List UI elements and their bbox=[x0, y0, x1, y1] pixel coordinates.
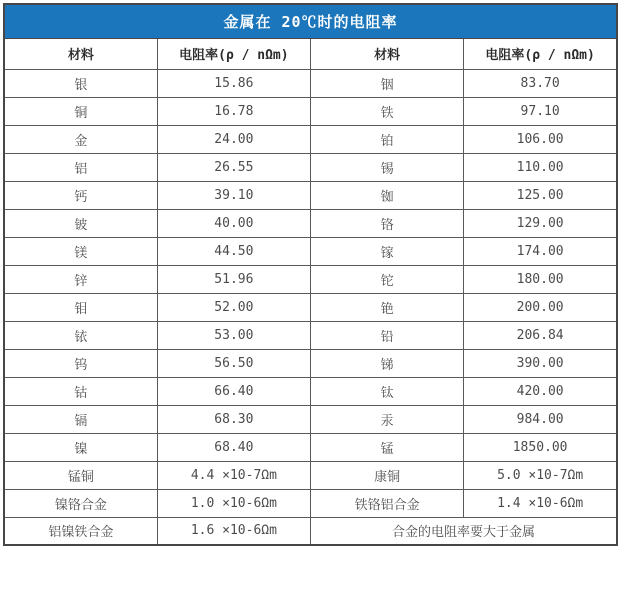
resistivity-cell: 129.00 bbox=[464, 209, 617, 237]
material-cell: 康铜 bbox=[311, 461, 464, 489]
material-cell: 锰 bbox=[311, 433, 464, 461]
table-row bbox=[4, 377, 617, 405]
material-cell: 镍铬合金 bbox=[4, 489, 157, 517]
table-row bbox=[4, 433, 617, 461]
table-row bbox=[4, 321, 617, 349]
table-title: 金属在 20℃时的电阻率 bbox=[4, 4, 617, 38]
column-header-material-1: 材料 bbox=[4, 38, 157, 69]
material-cell: 镉 bbox=[4, 405, 157, 433]
material-cell: 铍 bbox=[4, 209, 157, 237]
table-row bbox=[4, 265, 617, 293]
resistivity-cell: 4.4 ×10-7Ωm bbox=[157, 461, 310, 489]
resistivity-cell: 53.00 bbox=[157, 321, 310, 349]
material-cell: 钨 bbox=[4, 349, 157, 377]
material-cell: 铷 bbox=[311, 181, 464, 209]
resistivity-cell: 180.00 bbox=[464, 265, 617, 293]
table-row bbox=[4, 405, 617, 433]
material-cell: 铁 bbox=[311, 97, 464, 125]
material-cell: 铜 bbox=[4, 97, 157, 125]
resistivity-cell: 984.00 bbox=[464, 405, 617, 433]
resistivity-cell: 1.4 ×10-6Ωm bbox=[464, 489, 617, 517]
resistivity-cell: 44.50 bbox=[157, 237, 310, 265]
table-row bbox=[4, 349, 617, 377]
table-row bbox=[4, 97, 617, 125]
table-row bbox=[4, 69, 617, 97]
material-cell: 铟 bbox=[311, 69, 464, 97]
resistivity-cell: 16.78 bbox=[157, 97, 310, 125]
table-header-row bbox=[4, 38, 617, 69]
table-body bbox=[4, 69, 617, 545]
material-cell: 镓 bbox=[311, 237, 464, 265]
table-row bbox=[4, 209, 617, 237]
material-cell: 锑 bbox=[311, 349, 464, 377]
resistivity-cell: 1.0 ×10-6Ωm bbox=[157, 489, 310, 517]
resistivity-cell: 1.6 ×10-6Ωm bbox=[157, 517, 310, 545]
resistivity-cell: 420.00 bbox=[464, 377, 617, 405]
table-row bbox=[4, 125, 617, 153]
material-cell: 钛 bbox=[311, 377, 464, 405]
table-row bbox=[4, 461, 617, 489]
table-row bbox=[4, 293, 617, 321]
resistivity-cell: 125.00 bbox=[464, 181, 617, 209]
resistivity-cell: 40.00 bbox=[157, 209, 310, 237]
table-row bbox=[4, 237, 617, 265]
material-cell: 锌 bbox=[4, 265, 157, 293]
material-cell: 铬 bbox=[311, 209, 464, 237]
resistivity-cell: 1850.00 bbox=[464, 433, 617, 461]
material-cell: 铅 bbox=[311, 321, 464, 349]
material-cell: 铁铬铝合金 bbox=[311, 489, 464, 517]
material-cell: 锰铜 bbox=[4, 461, 157, 489]
resistivity-cell: 83.70 bbox=[464, 69, 617, 97]
resistivity-cell: 68.30 bbox=[157, 405, 310, 433]
material-cell: 镍 bbox=[4, 433, 157, 461]
resistivity-cell: 66.40 bbox=[157, 377, 310, 405]
material-cell: 金 bbox=[4, 125, 157, 153]
material-cell: 铝 bbox=[4, 153, 157, 181]
resistivity-cell: 56.50 bbox=[157, 349, 310, 377]
resistivity-cell: 39.10 bbox=[157, 181, 310, 209]
resistivity-cell: 390.00 bbox=[464, 349, 617, 377]
material-cell: 钴 bbox=[4, 377, 157, 405]
resistivity-cell: 52.00 bbox=[157, 293, 310, 321]
table-row bbox=[4, 153, 617, 181]
material-cell: 钼 bbox=[4, 293, 157, 321]
material-cell: 镁 bbox=[4, 237, 157, 265]
material-cell: 铊 bbox=[311, 265, 464, 293]
material-cell: 汞 bbox=[311, 405, 464, 433]
material-cell: 银 bbox=[4, 69, 157, 97]
resistivity-cell: 110.00 bbox=[464, 153, 617, 181]
resistivity-cell: 51.96 bbox=[157, 265, 310, 293]
column-header-resistivity-1: 电阻率(ρ / nΩm) bbox=[157, 38, 310, 69]
resistivity-cell: 5.0 ×10-7Ωm bbox=[464, 461, 617, 489]
material-cell: 锡 bbox=[311, 153, 464, 181]
material-cell: 铱 bbox=[4, 321, 157, 349]
resistivity-cell: 26.55 bbox=[157, 153, 310, 181]
resistivity-cell: 15.86 bbox=[157, 69, 310, 97]
resistivity-cell: 24.00 bbox=[157, 125, 310, 153]
alloy-note-cell: 合金的电阻率要大于金属 bbox=[311, 517, 618, 545]
resistivity-cell: 97.10 bbox=[464, 97, 617, 125]
resistivity-cell: 106.00 bbox=[464, 125, 617, 153]
resistivity-cell: 68.40 bbox=[157, 433, 310, 461]
material-cell: 铯 bbox=[311, 293, 464, 321]
material-cell: 铝镍铁合金 bbox=[4, 517, 157, 545]
column-header-material-2: 材料 bbox=[311, 38, 464, 69]
resistivity-cell: 174.00 bbox=[464, 237, 617, 265]
table-row-last bbox=[4, 517, 617, 545]
table-row bbox=[4, 181, 617, 209]
column-header-resistivity-2: 电阻率(ρ / nΩm) bbox=[464, 38, 617, 69]
table-row bbox=[4, 489, 617, 517]
material-cell: 铂 bbox=[311, 125, 464, 153]
material-cell: 钙 bbox=[4, 181, 157, 209]
resistivity-cell: 200.00 bbox=[464, 293, 617, 321]
resistivity-table bbox=[3, 3, 618, 546]
table-title-row bbox=[4, 4, 617, 38]
resistivity-cell: 206.84 bbox=[464, 321, 617, 349]
